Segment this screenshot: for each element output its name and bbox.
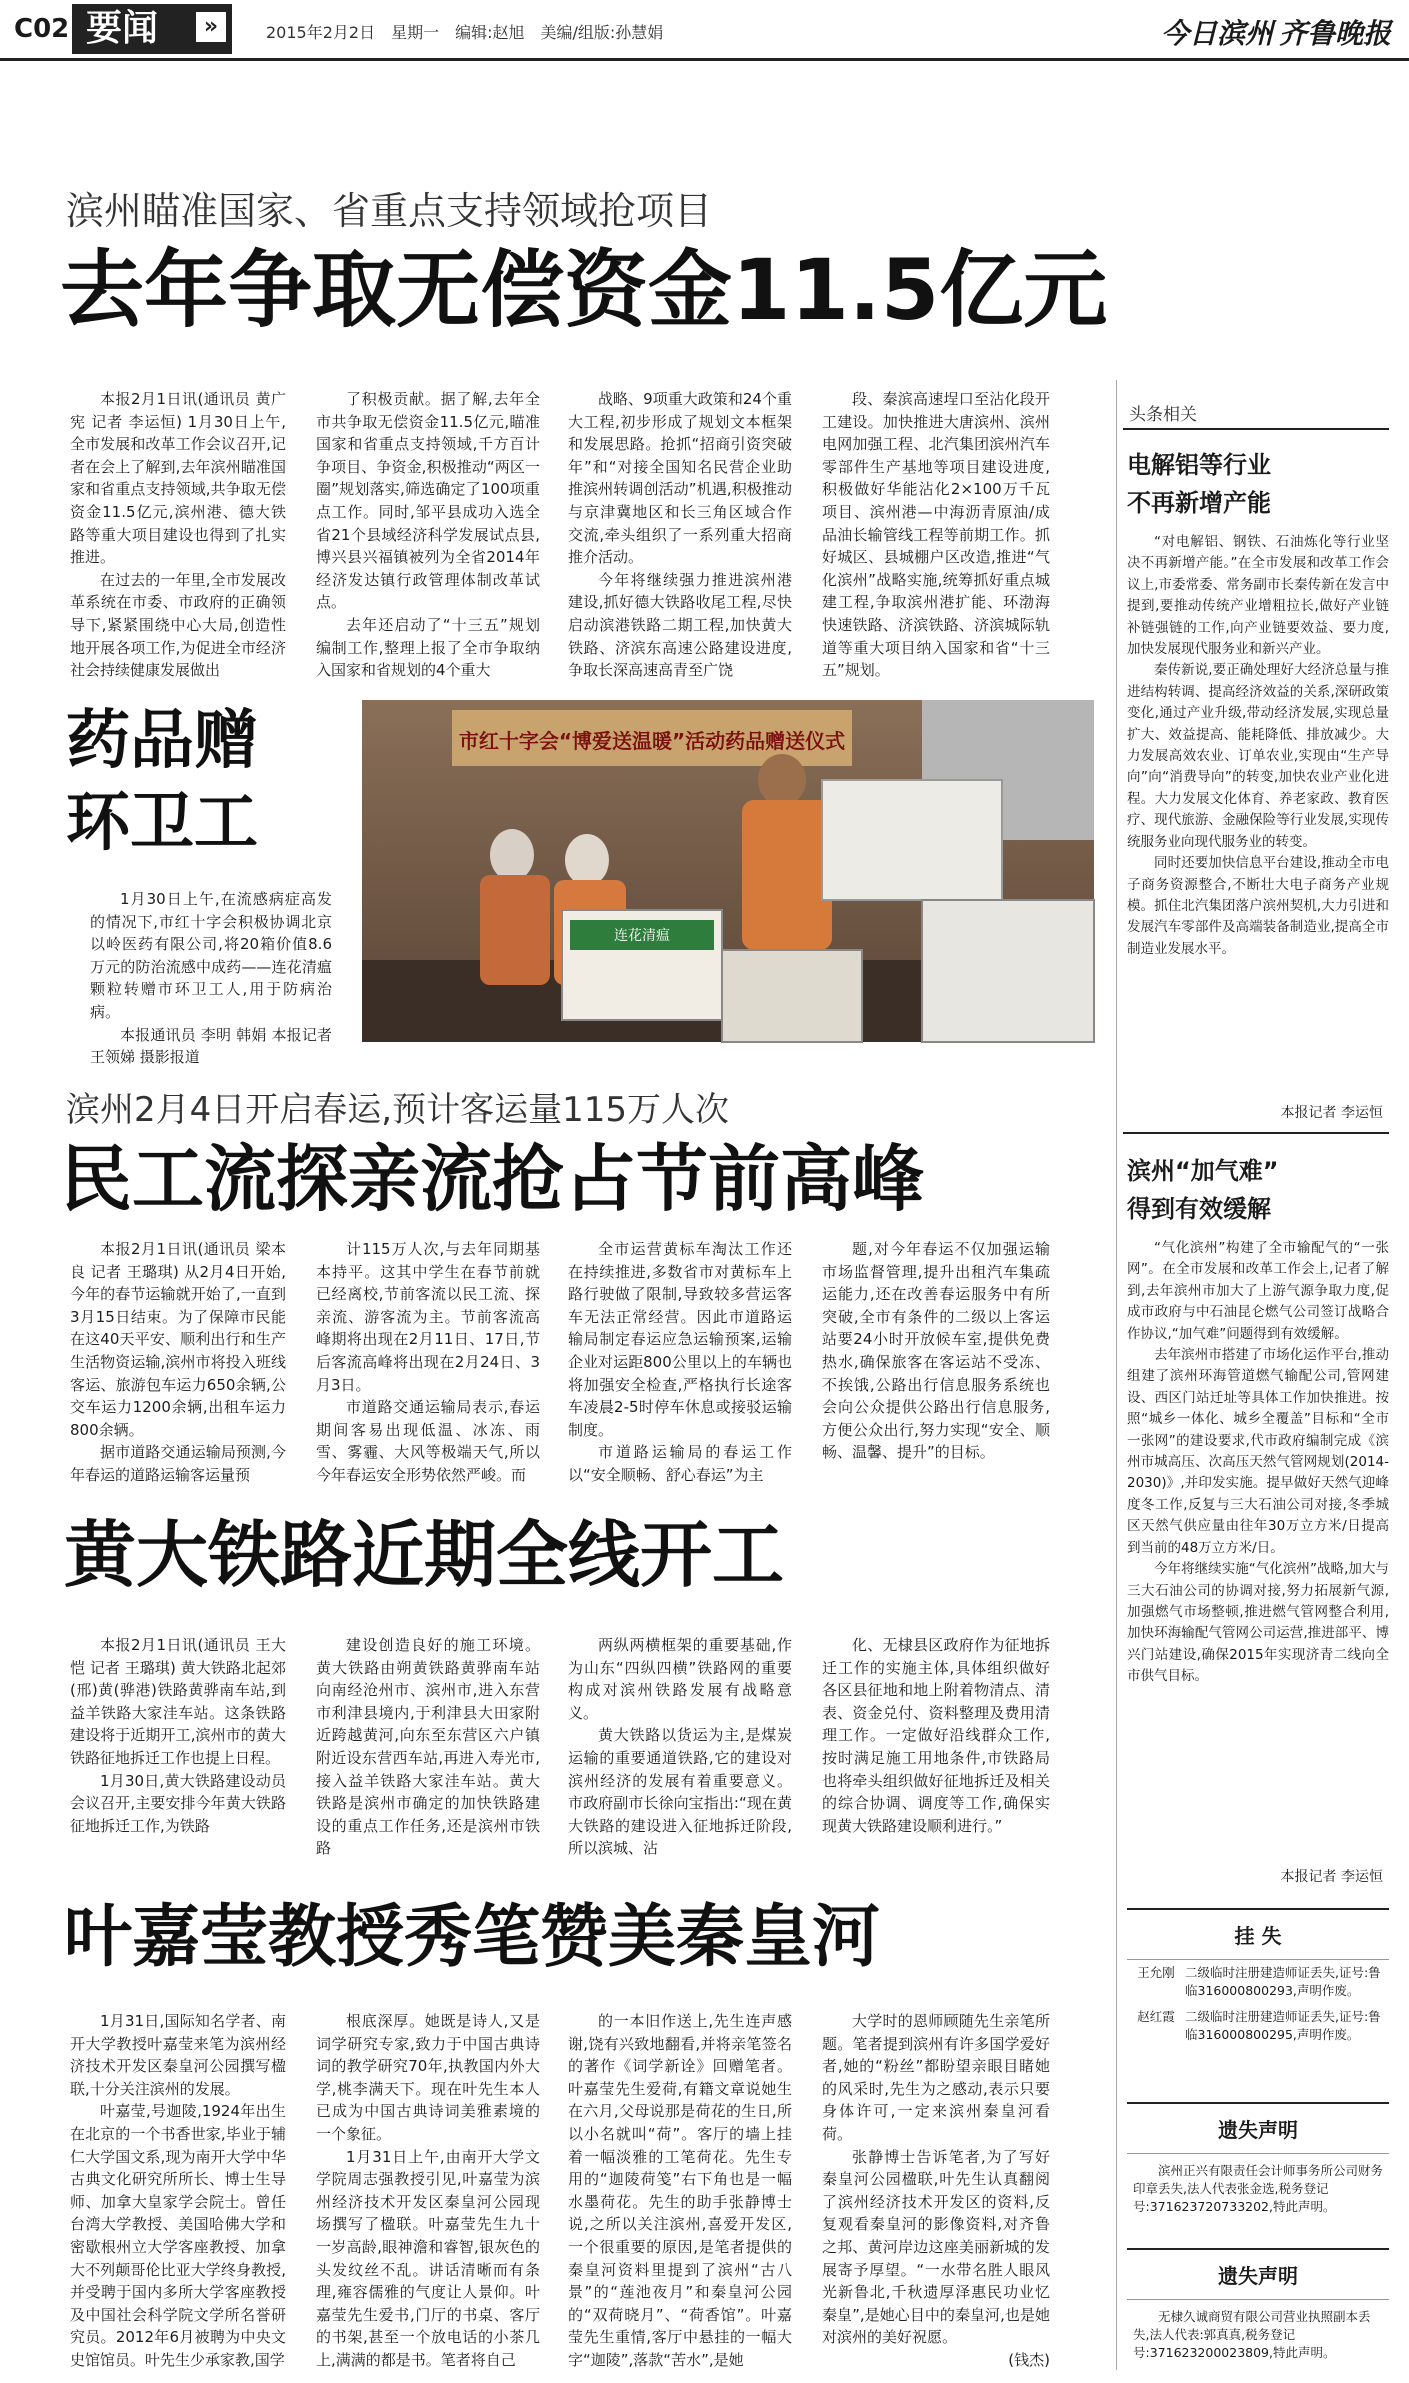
paragraph: 张静博士告诉笔者,为了写好秦皇河公园楹联,叶先生认真翻阅了滨州经济技术开发区的资料,反复观看秦皇河的影像资料,对齐鲁之邦、黄河岸边这座美丽新城的发展寄予厚望。“一水带名胜人眼风光新鲁北,千秋遗厚泽惠民功业忆秦皇”,是她心目中的秦皇河,也是她对滨州的美好祝愿。 (822, 2147, 1050, 2347)
notice-text: 滨州正兴有限责任会计师事务所公司财务印章丢失,法人代表张金选,税务登记号:371623720733202,特此声明。 (1133, 2163, 1384, 2214)
article4-col3 (568, 1634, 792, 1880)
paragraph: 1月30日,黄大铁路建设动员会议召开,主要安排今年黄大铁路征地拆迁工作,为铁路 (70, 1771, 286, 1835)
paragraph: 战略、9项重大政策和24个重大工程,初步形成了规划文本框架和发展思路。抢抓“招商引资突破年”和“对接全国知名民营企业助推滨州转调创活动”机遇,积极推动与京津冀地区和长三角区域合作交流,牵头组织了一系列重大招商推介活动。 (568, 390, 792, 567)
article2-body (90, 888, 332, 1067)
article1-kicker: 滨州瞄准国家、省重点支持领域抢项目 (66, 189, 713, 233)
paragraph: 本报2月1日讯(通讯员 王大恺 记者 王璐琪) 黄大铁路北起郊(邢)黄(骅港)铁路黄骅南车站,到益羊铁路大家洼车站。这条铁路建设将于近期开工,滨州市的黄大铁路征地拆迁工作也提上日程。 (70, 1636, 286, 1767)
notice-text: 无棣久诚商贸有限公司营业执照副本丢失,法人代表:郭真真,税务登记号:371623200023809,特此声明。 (1133, 2309, 1371, 2360)
sidebar-story2-title-l2: 得到有效缓解 (1127, 1195, 1271, 1223)
paragraph: “对电解铝、钢铁、石油炼化等行业坚决不再新增产能。”在全市发展和改革工作会议上,市委常委、常务副市长秦传新在发言中提到,要推动传统产业增粗拉长,做好产业链补链强链的工作,向产业链要效益、要力度,加快发展现代服务业和新兴产业。 (1127, 534, 1389, 658)
paragraph: 题,对今年春运不仅加强运输市场监督管理,提升出租汽车集疏运能力,还在改善春运服务中有所突破,全市有条件的二级以上客运站要24小时开放候车室,提供免费热水,确保旅客在客运站不受冻、不挨饿,公路出行信息服务系统也会向公众提供公路出行信息服务,方便公众出行,努力实现“安全、顺畅、温馨、提升”的目标。 (822, 1240, 1050, 1462)
sidebar-story2-body (1127, 1238, 1389, 1862)
paragraph: 同时还要加快信息平台建设,推动全市电子商务资源整合,不断壮大电子商务产业规模。抓住北汽集团落户滨州契机,大力引进和发展汽车零部件及高端装备制造业,提高全市制造业发展水平。 (1127, 855, 1389, 957)
news-photo (362, 700, 1094, 1042)
notice-statement-1 (1127, 2102, 1389, 2224)
notice-title: 遗失声明 (1127, 2250, 1389, 2300)
paragraph: “气化滨州”构建了全市输配气的“一张网”。在全市发展和改革工作会上,记者了解到,去年滨州市加大了上游气源争取力度,促成市政府与中石油昆仑燃气公司签订战略合作协议,“加气难”问题得到有效缓解。 (1127, 1240, 1389, 1342)
section-title: 要闻 (86, 8, 159, 49)
article4-col2 (316, 1634, 540, 1880)
paragraph: 全市运营黄标车淘汰工作还在持续推进,多数省市对黄标车上路行驶做了限制,导致较多营运客车无法正常经营。因此市道路运输局制定春运应急运输预案,运输企业对运距800公里以上的车辆也将加强安全检查,严格执行长途客车凌晨2-5时停车休息或接驳运输制度。 (568, 1240, 792, 1439)
notice-name: 王允刚 (1137, 1965, 1175, 1980)
paragraph: 市道路运输局的春运工作以“安全顺畅、舒心春运”为主 (568, 1443, 792, 1484)
article3-col2 (316, 1238, 540, 1488)
section-label (72, 4, 232, 54)
article5-col2 (316, 2010, 540, 2372)
header-rule (0, 58, 1409, 61)
sidebar (1116, 380, 1397, 2370)
paragraph: 段、秦滨高速埕口至沾化段开工建设。加快推进大唐滨州、滨州电网加强工程、北汽集团滨州汽车零部件生产基地等项目建设进度,积极做好华能沾化2×100万千瓦项目、滨州港—中海沥青原油/成品油长输管线工程等前期工作。抓好城区、县城棚户区改造,推进“气化滨州”战略实施,统筹抓好重点城建工程,争取滨州港扩能、环渤海快速铁路、济滨铁路、济滨城际轨道等重大项目纳入国家和省“十三五”规划。 (822, 390, 1050, 680)
article1-col2 (316, 388, 540, 680)
divider (1123, 428, 1389, 430)
article1-col1 (70, 388, 286, 680)
sidebar-story1-title-l1: 电解铝等行业 (1127, 451, 1271, 479)
article2-title-line1: 药品赠 (66, 704, 258, 778)
notice-lost (1127, 1908, 1389, 2048)
article4-col1 (70, 1634, 286, 1880)
paragraph: 大学时的恩师顾随先生亲笔所题。笔者提到滨州有许多国学爱好者,她的“粉丝”都盼望亲眼目睹她的风采时,先生为之感动,表示只要身体许可,一定来滨州秦皇河看荷。 (822, 2012, 1050, 2143)
paragraph: 化、无棣县区政府作为征地拆迁工作的实施主体,具体组织做好各区县征地和地上附着物清点、清表、资金兑付、资料整理及费用清理工作。一定做好沿线群众工作,按时满足施工用地条件,市铁路局也将牵头组织做好征地拆迁及相关的综合协调、调度等工作,确保实现黄大铁路建设顺利进行。” (822, 1636, 1050, 1835)
paragraph: 本报2月1日讯(通讯员 黄广宪 记者 李运恒) 1月30日上午,全市发展和改革工作会议召开,记者在会上了解到,去年滨州瞄准国家和省重点支持领域,共争取无偿资金11.5亿元,滨州港、德大铁路等重大项目建设也得到了扎实推进。 (70, 390, 286, 567)
paragraph: 叶嘉莹,号迦陵,1924年出生在北京的一个书香世家,毕业于辅仁大学国文系,现为南开大学中华古典文化研究所所长、博士生导师、加拿大皇家学会院士。曾任台湾大学教授、美国哈佛大学和密歇根州立大学客座教授、加拿大不列颠哥伦比亚大学终身教授,并受聘于国内多所大学客座教授及中国社会科学院文学所名誉研究员。2012年6月被聘为中央文史馆馆员。叶先生少承家教,国学 (70, 2102, 286, 2369)
newspaper-brand (1155, 12, 1391, 52)
photo-illustration (362, 700, 1094, 1042)
paragraph: 根底深厚。她既是诗人,又是词学研究专家,致力于中国古典诗词的教学研究70年,执教国内外大学,桃李满天下。现在叶先生本人已成为中国古典诗词美雅素境的一个象征。 (316, 2012, 540, 2143)
sidebar-story1-byline: 本报记者 李运恒 (1280, 1105, 1383, 1121)
article3-col4 (822, 1238, 1050, 1488)
brand-edition: 今日滨州 (1160, 17, 1273, 50)
article5-col1 (70, 2010, 286, 2372)
paragraph: 1月31日,国际知名学者、南开大学教授叶嘉莹来笔为滨州经济技术开发区秦皇河公园撰写楹联,十分关注滨州的发展。 (70, 2012, 286, 2098)
paragraph: 秦传新说,要正确处理好大经济总量与推进结构转调、提高经济效益的关系,深研政策变化,通过产业升级,带动经济发展,实现总量扩大、效益提高、能耗降低、排放减少。大力发展高效农业、订单农业,实现由“生产导向”向“消费导向”的转变,加快农业产业化进程。大力发展文化体育、养老家政、教育医疗、现代旅游、金融保险等行业发展,实现传统服务业向现代服务业的转变。 (1127, 662, 1389, 850)
paragraph: 本报2月1日讯(通讯员 梁本良 记者 王璐琪) 从2月4日开始,今年的春节运输就开始了,一直到3月15日结束。为了保障市民能在这40天平安、顺利出行和生产生活物资运输,滨州市将投入班线客运、旅游包车运力650余辆,公交车运力1200余辆,出租车运力800余辆。 (70, 1240, 286, 1439)
article3-kicker: 滨州2月4日开启春运,预计客运量115万人次 (66, 1090, 729, 1130)
paragraph: 据市道路交通运输局预测,今年春运的道路运输客运量预 (70, 1443, 286, 1484)
paragraph: 市道路交通运输局表示,春运期间客易出现低温、冰冻、雨雪、雾霾、大风等极端天气,所以今年春运安全形势依然严峻。而 (316, 1398, 540, 1484)
paragraph: 的一本旧作送上,先生连声感谢,饶有兴致地翻看,并将亲笔签名的著作《词学新诠》回赠笔者。叶嘉莹先生爱荷,有籍文章说她生在六月,父母说那是荷花的生日,所以小名就叫“荷”。客厅的墙上挂着一幅淡雅的工笔荷花。先生专用的“迦陵荷笺”右下角也是一幅水墨荷花。先生的助手张静博士说,之所以关注滨州,喜爱开发区,一个很重要的原因,是笔者提供的秦皇河资料里提到了滨州“古八景”的“莲池夜月”和秦皇河公园的“双荷晓月”、“荷香馆”。叶嘉莹先生重情,客厅中悬挂的一幅大字“迦陵”,落款“苦水”,是她 (568, 2012, 792, 2369)
byline: 本报通讯员 李明 韩娟 本报记者 王领娣 摄影报道 (90, 1025, 332, 1067)
paragraph: 建设创造良好的施工环境。黄大铁路由朔黄铁路黄骅南车站向南经沧州市、滨州市,进入东营市利津县境内,于利津县大田家附近跨越黄河,向东至东营区六户镇附近设东营西车站,再进入寿光市,接入益羊铁路大家洼车站。黄大铁路是滨州市确定的加快铁路建设的重点工作任务,还是滨州市铁路 (316, 1636, 540, 1858)
sidebar-story2-byline: 本报记者 李运恒 (1280, 1869, 1383, 1885)
paragraph: 黄大铁路以货运为主,是煤炭运输的重要通道铁路,它的建设对滨州经济的发展有着重要意义。市政府副市长徐向宝指出:“现在黄大铁路的建设进入征地拆迁阶段,所以滨城、沾 (568, 1726, 792, 1858)
medicine-box-label: 连花清瘟 (614, 928, 670, 944)
notice-statement-2 (1127, 2248, 1389, 2370)
notice-entry (1127, 2004, 1389, 2048)
brand-masthead: 齐鲁晚报 (1278, 17, 1391, 50)
paragraph: 计115万人次,与去年同期基本持平。这其中学生在春节前就已经离校,节前客流以民工流、探亲流、游客流为主。节前客流高峰期将出现在2月11日、17日,节后客流高峰将出现在2月24日、3月3日。 (316, 1240, 540, 1394)
article5-col4 (822, 2010, 1050, 2372)
article2-title-line2: 环卫工 (66, 786, 258, 860)
issue-meta: 2015年2月2日 星期一 编辑:赵旭 美编/组版:孙慧娟 (266, 23, 664, 42)
sidebar-story1-body (1127, 532, 1389, 1097)
paragraph: 在过去的一年里,全市发展改革系统在市委、市政府的正确领导下,紧紧围绕中心大局,创造性地开展各项工作,为促进全市经济社会持续健康发展做出 (70, 570, 286, 680)
article5-title: 叶嘉莹教授秀笔赞美秦皇河 (64, 1898, 881, 1977)
notice-title: 遗失声明 (1127, 2104, 1389, 2154)
article1-col4 (822, 388, 1050, 680)
paragraph: 1月31日上午,由南开大学文学院周志强教授引见,叶嘉莹为滨州经济技术开发区秦皇河公园现场撰写了楹联。叶嘉莹先生九十一岁高龄,眼神澹和睿智,银灰色的头发纹丝不乱。讲话清晰而有条理,雍容儒雅的气度让人景仰。叶嘉莹先生爱书,门厅的书桌、客厅的书架,甚至一个放电话的小茶几上,满满的都是书。笔者将自己 (316, 2147, 540, 2369)
photo-banner-text: 市红十字会“博爱送温暖”活动药品赠送仪式 (458, 729, 846, 753)
article3-title: 民工流探亲流抢占节前高峰 (60, 1137, 925, 1221)
paragraph: 今年将继续实施“气化滨州”战略,加大与三大石油公司的协调对接,努力拓展新气源,加强燃气市场整顿,推进燃气管网整合利用,加快环海输配气管网公司运营,推进部平、博兴门站建设,确保2015年实现济青二线向全市供气目标。 (1127, 1561, 1389, 1685)
paragraph: 去年滨州市搭建了市场化运作平台,推动组建了滨州环海管道燃气输配公司,管网建设、西区门站迁址等具体工作加快推进。按照“城乡一体化、城乡全覆盖”目标和“全市一张网”的建设要求,代市政府编制完成《滨州市城高压、次高压天然气管网规划(2014-2030)》,并印发实施。提早做好天然气迎峰度冬工作,反复与三大石油公司对接,冬季城区天然气供应量由往年30万立方米/日提高到当前的48万立方米/日。 (1127, 1347, 1389, 1556)
paragraph: 了积极贡献。据了解,去年全市共争取无偿资金11.5亿元,瞄准国家和省重点支持领域,千方百计争项目、争资金,积极推动“两区一圈”规划落实,筛选确定了100项重点工作。同时,邹平县成功入选全省21个县域经济科学发展试点县,博兴县兴福镇被列为全省2014年经济发达镇行政管理体制改革试点。 (316, 390, 540, 612)
notice-entry (1127, 1960, 1389, 2004)
paragraph: 两纵两横框架的重要基础,作为山东“四纵四横”铁路网的重要构成对滨州铁路发展有战略意义。 (568, 1636, 792, 1722)
paragraph: 1月30日上午,在流感病症高发的情况下,市红十字会积极协调北京以岭医药有限公司,将20箱价值8.6万元的防治流感中成药——连花清瘟颗粒转赠市环卫工人,用于防病治病。 (90, 890, 332, 1021)
byline: (钱杰) (1008, 2350, 1050, 2369)
page-header (0, 0, 1409, 62)
divider (1123, 1132, 1389, 1134)
notice-name: 赵红霞 (1137, 2009, 1175, 2024)
article1-title: 去年争取无偿资金11.5亿元 (60, 241, 1108, 339)
sidebar-story1-title-l2: 不再新增产能 (1127, 489, 1271, 517)
notice-text: 二级临时注册建造师证丢失,证号:鲁临316000800293,声明作废。 (1185, 1965, 1381, 1998)
article1-col3 (568, 388, 792, 680)
double-chevron-icon: » (196, 12, 226, 42)
notice-text: 二级临时注册建造师证丢失,证号:鲁临316000800295,声明作废。 (1185, 2009, 1381, 2042)
article3-col3 (568, 1238, 792, 1488)
paragraph: 今年将继续强力推进滨州港建设,抓好德大铁路收尾工程,尽快启动滨港铁路二期工程,加快黄大铁路、济滨东高速公路建设进度,争取长深高速高青至广饶 (568, 570, 792, 680)
article4-col4 (822, 1634, 1050, 1880)
sidebar-tag: 头条相关 (1129, 405, 1197, 425)
sidebar-story2-title-l1: 滨州“加气难” (1127, 1157, 1279, 1185)
notice-title: 挂 失 (1127, 1910, 1389, 1960)
article5-col3 (568, 2010, 792, 2372)
article4-title: 黄大铁路近期全线开工 (64, 1513, 785, 1597)
page-number: C02 (14, 14, 70, 44)
paragraph: 去年还启动了“十三五”规划编制工作,整理上报了全市争取纳入国家和省规划的4个重大 (316, 615, 540, 680)
article3-col1 (70, 1238, 286, 1488)
